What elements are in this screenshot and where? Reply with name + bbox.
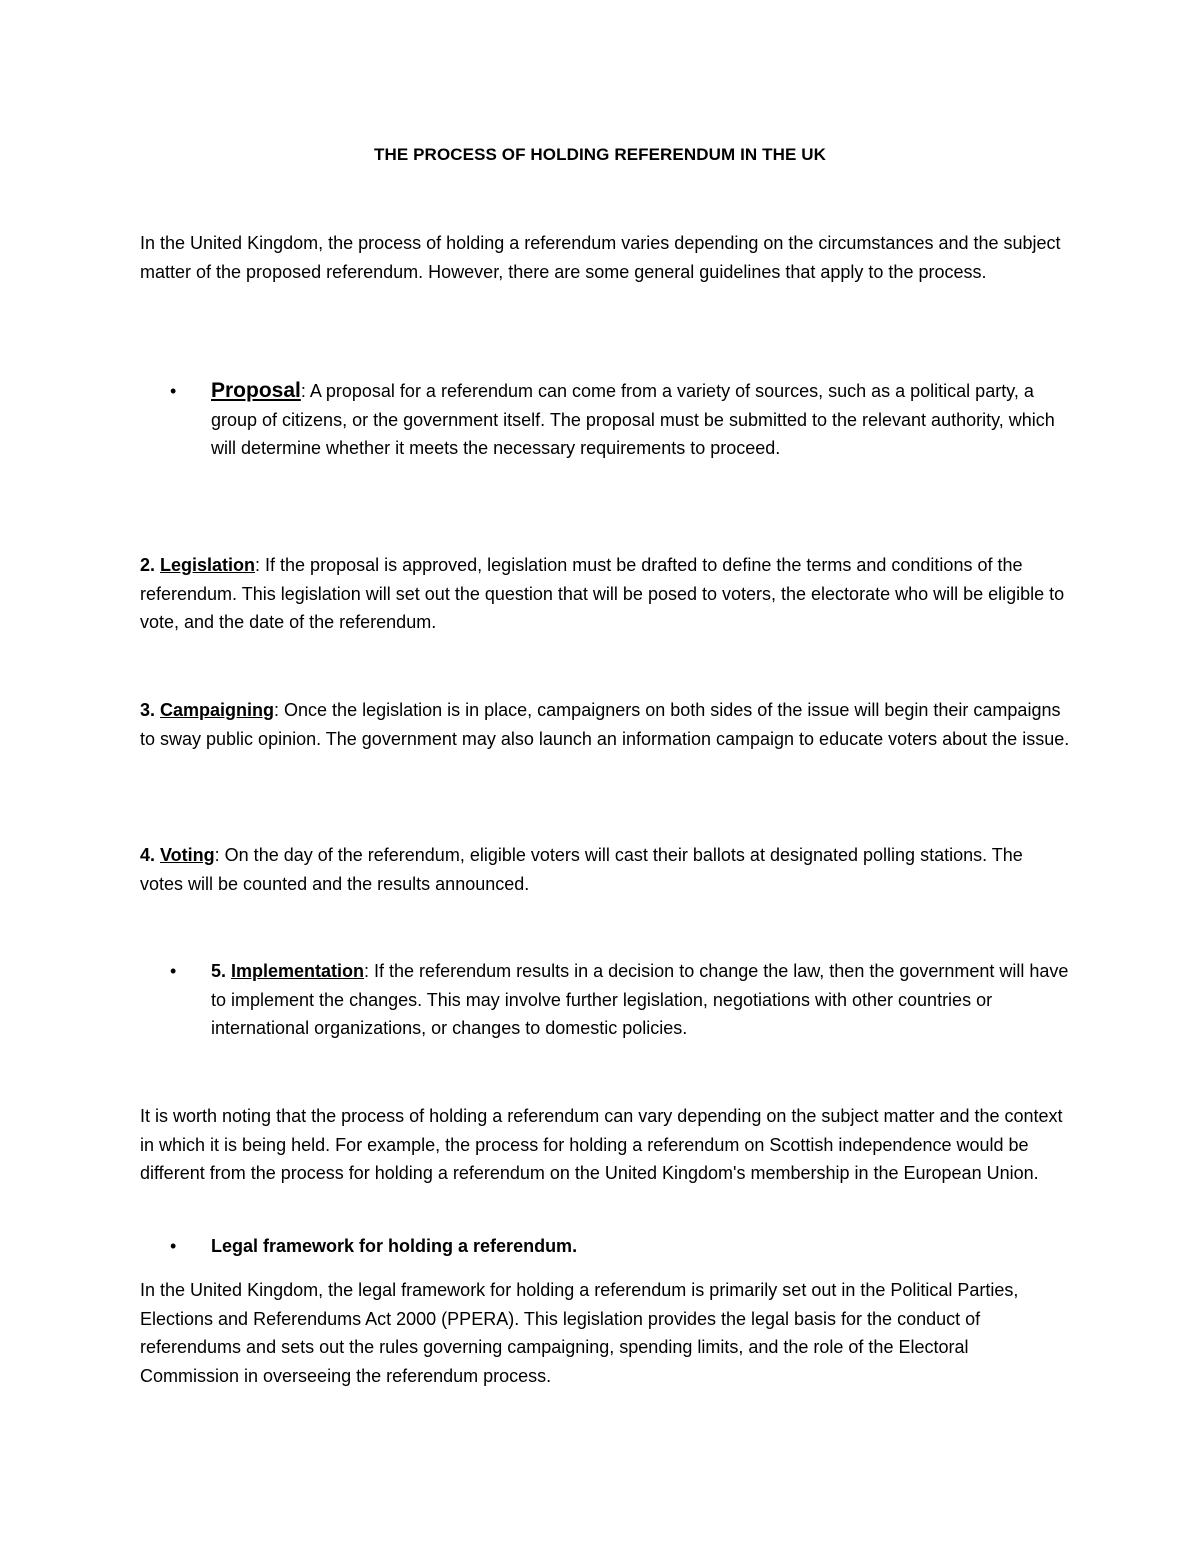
- intro-paragraph: In the United Kingdom, the process of holding a referendum varies depending on the circumstances and the subject matter of the proposed referendum. However, there are some general guidelines that apply to the process.: [140, 233, 1061, 282]
- step-proposal-text: : A proposal for a referendum can come from a variety of sources, such as a political party, a group of citizens, or the government itself. The proposal must be submitted to the relevant authority, which will determine whether it meets the necessary requirements to proceed.: [211, 381, 1055, 458]
- bullet-point: •: [170, 1236, 177, 1256]
- step-implementation-label: Implementation: [231, 961, 365, 981]
- step-legislation-text: : If the proposal is approved, legislation must be drafted to define the terms and conditions of the referendum. This legislation will set out the question that will be posed to voters, the electorate who will be eligible to vote, and the date of the referendum.: [140, 555, 1065, 632]
- step-campaigning-number: 3.: [140, 700, 161, 720]
- step-implementation: [211, 957, 1081, 1043]
- bullet-point: •: [170, 381, 177, 401]
- legal-framework-paragraph: In the United Kingdom, the legal framework for holding a referendum is primarily set out in the Political Parties, Elections and Referendums Act 2000 (PPERA). This legislation provides the legal basis for the conduct of referendums and sets out the rules governing campaigning, spending limits, and the role of the Electoral Commission in overseeing the referendum process.: [140, 1280, 1019, 1386]
- bullet-point: •: [170, 961, 177, 981]
- note-paragraph: It is worth noting that the process of holding a referendum can vary depending on the subject matter and the context in which it is being held. For example, the process for holding a referendum on Scottish independence would be different from the process for holding a referendum on the United Kingdom's membership in the European Union.: [140, 1106, 1063, 1183]
- step-legislation-number: 2.: [140, 555, 161, 575]
- step-campaigning-text: : Once the legislation is in place, campaigners on both sides of the issue will begin their campaigns to sway public opinion. The government may also launch an information campaign to educate voters about the issue.: [140, 700, 1070, 749]
- document-title: THE PROCESS OF HOLDING REFERENDUM IN THE UK: [374, 145, 826, 164]
- step-campaigning: [140, 696, 1070, 753]
- step-voting-text: : On the day of the referendum, eligible voters will cast their ballots at designated polling stations. The votes will be counted and the results announced.: [140, 845, 1023, 894]
- step-legislation-label: Legislation: [160, 555, 256, 575]
- step-voting-label: Voting: [160, 845, 215, 865]
- step-implementation-number: 5.: [211, 961, 232, 981]
- step-campaigning-label: Campaigning: [160, 700, 275, 720]
- step-proposal: [211, 377, 1081, 463]
- legal-framework-heading: Legal framework for holding a referendum.: [211, 1236, 578, 1256]
- step-legislation: [140, 551, 1070, 637]
- step-proposal-label: Proposal: [211, 379, 301, 402]
- step-voting-number: 4.: [140, 845, 161, 865]
- step-voting: [140, 841, 1070, 898]
- step-implementation-text: : If the referendum results in a decision to change the law, then the government will have to implement the changes. This may involve further legislation, negotiations with other countries or international organizations, or changes to domestic policies.: [211, 961, 1069, 1038]
